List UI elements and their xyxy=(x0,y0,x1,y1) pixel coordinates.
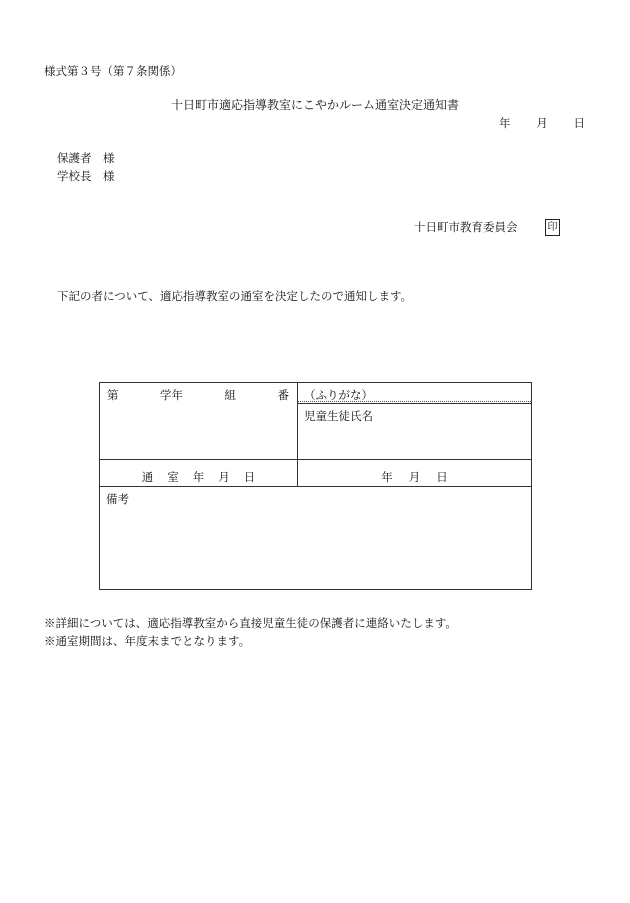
remarks-label: 備考 xyxy=(106,492,129,506)
grade-class-cell xyxy=(100,383,298,460)
start-date-value-cell xyxy=(298,460,532,487)
seal-stamp: 印 xyxy=(545,219,560,236)
addressee-principal: 学校長 様 xyxy=(57,169,115,183)
date-day: 日 xyxy=(573,116,585,130)
number-label: 番 xyxy=(277,388,289,402)
label-char: 日 xyxy=(243,470,256,484)
grade-prefix: 第 xyxy=(107,388,119,402)
label-char: 月 xyxy=(218,470,230,484)
label-char: 室 xyxy=(167,470,179,484)
furigana-cell xyxy=(298,383,532,404)
remarks-cell xyxy=(100,487,532,590)
value-char: 月 xyxy=(408,470,421,484)
value-char: 年 xyxy=(381,470,393,484)
form-number: 様式第３号（第７条関係） xyxy=(44,64,182,78)
document-title: 十日町市適応指導教室にこやかルーム通室決定通知書 xyxy=(170,98,459,112)
issue-date xyxy=(499,118,585,130)
furigana-label: （ふりがな） xyxy=(298,383,531,402)
body-text: 下記の者について、適応指導教室の通室を決定したので通知します。 xyxy=(57,289,413,303)
value-char: 日 xyxy=(436,470,448,484)
note-period: ※通室期間は、年度末までとなります。 xyxy=(44,634,251,648)
label-char: 年 xyxy=(192,470,205,484)
date-month: 月 xyxy=(536,116,548,130)
addressee-guardian: 保護者 様 xyxy=(57,151,115,165)
issuer-name: 十日町市教育委員会 xyxy=(414,220,518,234)
student-name-cell xyxy=(298,403,532,459)
label-char: 通 xyxy=(141,470,154,484)
class-label: 組 xyxy=(224,388,236,402)
start-date-label xyxy=(100,460,297,486)
date-year: 年 xyxy=(499,116,511,130)
start-date-value xyxy=(298,460,531,486)
start-date-label-cell xyxy=(100,460,298,487)
student-info-table xyxy=(99,382,532,590)
student-name-label: 児童生徒氏名 xyxy=(304,408,373,423)
note-details: ※詳細については、適応指導教室から直接児童生徒の保護者に連絡いたします。 xyxy=(44,616,457,630)
grade-label: 学年 xyxy=(160,388,183,402)
